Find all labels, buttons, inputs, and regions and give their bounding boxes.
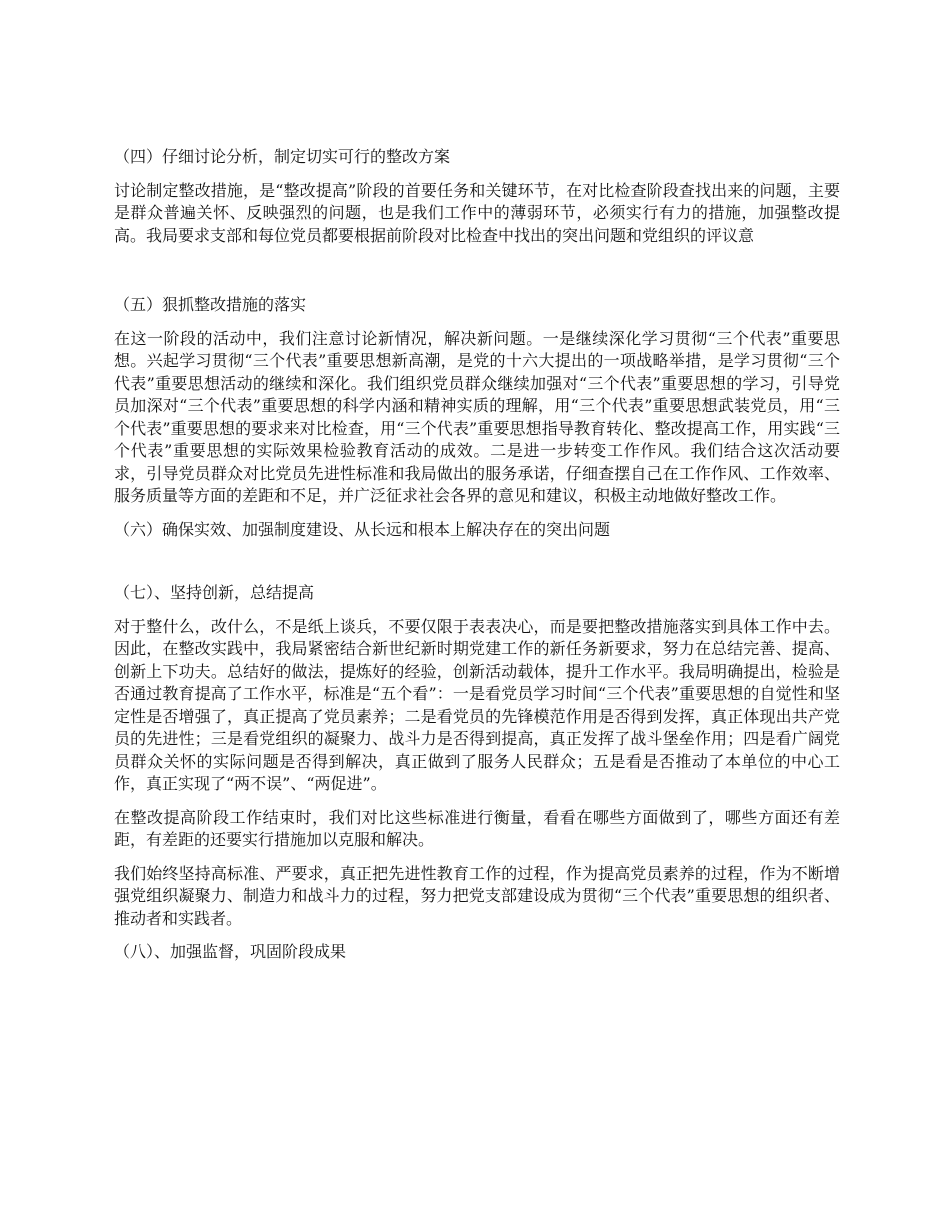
spacer: [114, 552, 840, 582]
document-body: [114, 146, 840, 975]
section-heading-7: （七）、坚持创新，总结提高: [114, 583, 315, 602]
section-heading-4: （四）仔细讨论分析，制定切实可行的整改方案: [114, 147, 451, 166]
paragraph: 在整改提高阶段工作结束时，我们对比这些标准进行衡量，看看在哪些方面做到了，哪些方面还有差距，有差距的还要实行措施加以克服和解决。: [114, 807, 840, 849]
paragraph: 讨论制定整改措施，是“整改提高”阶段的首要任务和关键环节，在对比检查阶段查找出来的问题，主要是群众普遍关怀、反映强烈的问题，也是我们工作中的薄弱环节，必须实行有力的措施，加强整改提高。我局要求支部和每位党员都要根据前阶段对比检查中找出的突出问题和党组织的评议意: [114, 180, 840, 245]
paragraph: 我们始终坚持高标准、严要求，真正把先进性教育工作的过程，作为提高党员素养的过程，作为不断增强党组织凝聚力、制造力和战斗力的过程，努力把党支部建设成为贯彻“三个代表”重要思想的组织者、推动者和实践者。: [114, 863, 840, 928]
paragraph: 对于整什么，改什么，不是纸上谈兵，不要仅限于表表决心，而是要把整改措施落实到具体工作中去。因此，在整改实践中，我局紧密结合新世纪新时期党建工作的新任务新要求，努力在总结完善、提高、创新上下功夫。总结好的做法，提炼好的经验，创新活动载体，提升工作水平。我局明确提出，检验是否通过教育提高了工作水平，标准是“五个看”：一是看党员学习时间“三个代表”重要思想的自觉性和坚定性是否增强了，真正提高了党员素养；二是看党员的先锋模范作用是否得到发挥，真正体现出共产党员的先进性；三是看党组织的凝聚力、战斗力是否得到提高，真正发挥了战斗堡垒作用；四是看广阔党员群众关怀的实际问题是否得到解决，真正做到了服务人民群众；五是看是否推动了本单位的中心工作，真正实现了“两不误”、“两促进”。: [114, 616, 840, 793]
paragraph: 在这一阶段的活动中，我们注意讨论新情况，解决新问题。一是继续深化学习贯彻“三个代表”重要思想。兴起学习贯彻“三个代表”重要思想新高潮，是党的十六大提出的一项战略举措，是学习贯彻“三个代表”重要思想活动的继续和深化。我们组织党员群众继续加强对“三个代表”重要思想的学习，引导党员加深对“三个代表”重要思想的科学内涵和精神实质的理解，用“三个代表”重要思想武装党员，用“三个代表”重要思想的要求来对比检查，用“三个代表”重要思想指导教育转化、整改提高工作，用实践“三个代表”重要思想的实际效果检验教育活动的成效。二是进一步转变工作作风。我们结合这次活动要求，引导党员群众对比党员先进性标准和我局做出的服务承诺，仔细查摆自己在工作作风、工作效率、服务质量等方面的差距和不足，并广泛征求社会各界的意见和建议，积极主动地做好整改工作。: [114, 328, 840, 505]
section-heading-8: （八）、加强监督，巩固阶段成果: [114, 942, 347, 961]
section-heading-5: （五）狠抓整改措施的落实: [114, 295, 307, 314]
section-heading-6: （六）确保实效、加强制度建设、从长远和根本上解决存在的突出问题: [114, 519, 611, 539]
spacer: [114, 258, 840, 294]
